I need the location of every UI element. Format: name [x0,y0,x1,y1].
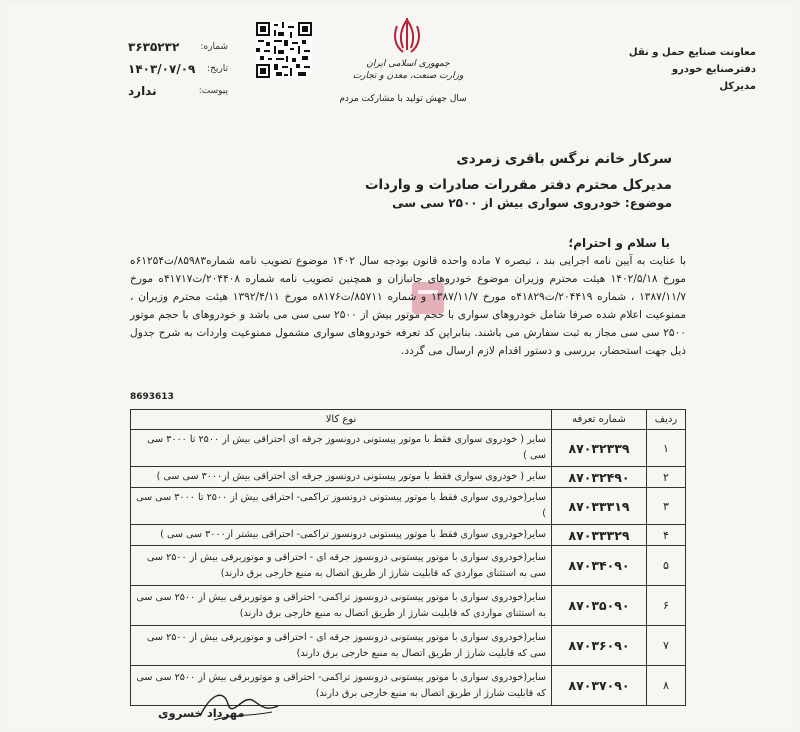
tariff-code: ۸۷۰۳۳۳۲۹ [552,525,647,546]
ministry-title [348,58,468,82]
date-value: ۱۴۰۳/۰۷/۰۹ [128,62,196,76]
table-row [131,525,686,546]
table-row [131,546,686,586]
header-row-number: ردیف [647,410,686,430]
signer-name: مهرداد خسروی [158,706,245,720]
iran-emblem-icon [389,16,425,56]
goods-description: سایر(خودروی سواری با موتور پیستونی درونسوز جرقه ای - احتراقی و موتوربرقی بیش از ۲۵۰۰ سی سی به استثنای مواردی که قابلیت شارژ از طریق اتصال به منبع خارجی برق دارند) [131,546,552,586]
table-header-row [131,410,686,430]
goods-description: سایر ( خودروی سواری فقط با موتور پیستونی درونسوز جرقه ای احتراقی بیش از۳۰۰۰ سی سی ) [131,467,552,488]
tariff-code: ۸۷۰۳۵۰۹۰ [552,586,647,626]
attachment-label: پیوست: [198,86,228,96]
department-line: معاونت صنایع حمل و نقل [628,47,756,58]
header-tariff-number: شماره تعرفه [552,410,647,430]
date-row [128,58,228,80]
row-number: ۷ [647,626,686,666]
row-number: ۱ [647,430,686,467]
tariff-table [130,409,686,706]
attachment-row [128,80,228,102]
letter-body: با عنایت به آیین نامه اجرایی بند ، تبصره ۷ ماده واحده قانون بودجه سال ۱۴۰۲ موضوع تصویب نامه شماره۸۵۹۸۳/ت۶۱۲۵۴ه مورخ ۱۴۰۲/۵/۱۸ هیئت محترم وزیران موضوع خودروهای جانبازان و همچنین تصویب نامه شماره ۲۰۴۴۰۸/ت۴۱۷۱۷ه مورخ ۱۳۸۷/۱۱/۷ ، شماره ۲۰۴۴۱۹/ت۴۱۸۲۹ه مورخ ۱۳۸۷/۱۱/۷ و شماره ۸۵۷۱۱/ت۸۱۷۶ه مورخ ۱۳۹۲/۴/۱۱ هیئت محترم وزیران ، ممنوعیت اعلام شده صرفا شامل خودروهای سواری با حجم موتور بیش از ۲۵۰۰ سی سی می باشد و خودروهای با حجم موتور ۲۵۰۰ سی سی مجاز به ثبت سفارش می باشند. بنابراین کد تعرفه خودروهای سواری مشمول ممنوعیت واردات به شرح جدول ذیل جهت استحضار، بررسی و دستور اقدام لازم ارسال می گردد. [130,255,687,357]
year-slogan: سال جهش تولید با مشارکت مردم [339,94,467,104]
number-row [128,36,228,58]
goods-description: سایر(خودروی سواری با موتور پیستونی درونسوز تراکمی- احتراقی و موتوربرقی بیش از ۲۵۰۰ سی سی به استثنای مواردی که قابلیت شارژ از طریق اتصال به منبع خارجی برق دارند) [131,586,552,626]
goods-description: سایر(خودروی سواری فقط با موتور پیستونی درونسوز تراکمی- احتراقی بیشتر از۳۰۰۰ سی سی ) [131,525,552,546]
addressee-title: مدیرکل محترم دفتر مقررات صادرات و واردات [364,177,672,193]
document-code: 8693613 [130,392,174,402]
goods-description: سایر ( خودروی سواری فقط با موتور پیستونی درونسوز جرقه ای احتراقی بیش از ۲۵۰۰ تا ۳۰۰۰ سی سی ) [131,430,552,467]
addressee [252,146,672,198]
row-number: ۲ [647,467,686,488]
department-block [556,44,756,95]
letter-page [8,6,792,728]
ministry-line: جمهوری اسلامی ایران [366,59,450,69]
goods-description: سایر(خودروی سواری با موتور پیستونی درونسوز تراکمی- احتراقی و موتوربرقی بیش از ۲۵۰۰ سی سی که قابلیت شارژ از طریق اتصال به منبع خارجی برق دارند) [131,666,552,706]
row-number: ۵ [647,546,686,586]
table-row [131,430,686,467]
letter-meta [128,36,228,102]
table-row [131,488,686,525]
goods-description: سایر(خودروی سواری فقط با موتور پیستونی درونسوز تراکمی- احتراقی بیش از ۲۵۰۰ تا ۳۰۰۰ سی سی ) [131,488,552,525]
tariff-code: ۸۷۰۳۳۳۱۹ [552,488,647,525]
date-label: تاریخ: [207,64,228,74]
row-number: ۴ [647,525,686,546]
number-label: شماره: [200,42,228,52]
table-row [131,626,686,666]
tariff-code: ۸۷۰۳۲۳۳۹ [552,430,647,467]
row-number: ۸ [647,666,686,706]
qr-code-icon [256,22,312,78]
tariff-code: ۸۷۰۳۶۰۹۰ [552,626,647,666]
department-line: مدیرکل [719,81,756,92]
greeting: با سلام و احترام؛ [568,236,670,250]
ministry-line: وزارت صنعت، معدن و تجارت [352,71,464,81]
addressee-name: سرکار خانم نرگس باقری زمردی [456,151,672,167]
attachment-value: ندارد [128,84,157,98]
subject-line: موضوع: خودروی سواری بیش از ۲۵۰۰ سی سی [392,196,672,210]
table-row [131,467,686,488]
tariff-code: ۸۷۰۳۴۰۹۰ [552,546,647,586]
tariff-code: ۸۷۰۳۲۴۹۰ [552,467,647,488]
number-value: ۳۶۳۵۲۳۲ [128,40,180,54]
header-goods-type: نوع کالا [131,410,552,430]
table-row [131,586,686,626]
department-line: دفترصنایع خودرو [671,64,756,75]
tariff-code: ۸۷۰۳۷۰۹۰ [552,666,647,706]
goods-description: سایر(خودروی سواری با موتور پیستونی درونسوز جرقه ای - احتراقی و موتوربرقی بیش از ۲۵۰۰ سی سی که قابلیت شارژ از طریق اتصال به منبع خارجی برق دارند) [131,626,552,666]
row-number: ۳ [647,488,686,525]
row-number: ۶ [647,586,686,626]
